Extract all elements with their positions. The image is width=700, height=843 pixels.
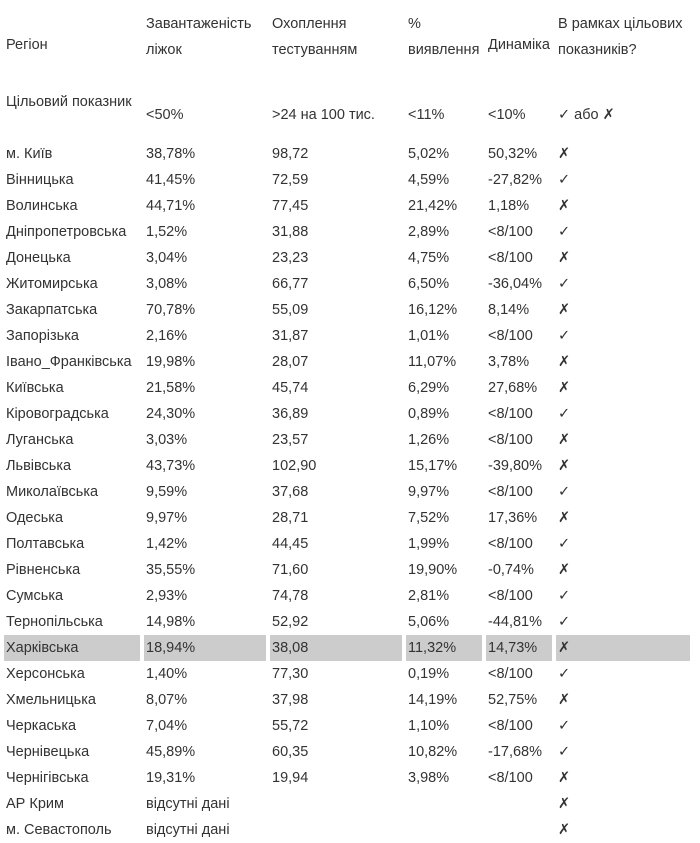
cell-within-targets: ✗ [558, 432, 571, 448]
cell-region: Луганська [6, 432, 74, 448]
cell-within-targets: ✓ [558, 614, 571, 630]
cell-testing: 55,72 [272, 718, 309, 734]
target-label: Цільовий показник [6, 94, 132, 110]
cell-detection: 1,10% [408, 718, 450, 734]
cell-bed-load: 1,42% [146, 536, 188, 552]
cell-region: Полтавська [6, 536, 85, 552]
cell-region: Вінницька [6, 172, 74, 188]
cell-dynamics: <8/100 [488, 718, 533, 734]
cell-within-targets: ✗ [558, 250, 571, 266]
cell-testing: 66,77 [272, 276, 309, 292]
cell-region: Сумська [6, 588, 64, 604]
cell-bed-load: 35,55% [146, 562, 196, 578]
cell-region: Донецька [6, 250, 71, 266]
cell-region: Рівненська [6, 562, 81, 578]
cell-detection: 2,89% [408, 224, 450, 240]
cell-detection: 11,07% [408, 354, 457, 370]
table-row [4, 323, 690, 349]
cell-dynamics: <8/100 [488, 328, 533, 344]
cell-region: Херсонська [6, 666, 85, 682]
table-row [4, 401, 690, 427]
cell-detection: 1,01% [408, 328, 450, 344]
cell-dynamics [486, 791, 552, 817]
table-row [4, 167, 690, 193]
cell-within-targets: ✓ [558, 172, 571, 188]
cell-testing: 77,30 [272, 666, 309, 682]
cell-dynamics: 14,73% [486, 635, 552, 661]
cell-within-targets: ✗ [558, 198, 571, 214]
cell-within-targets: ✗ [558, 380, 571, 396]
table-row [4, 245, 690, 271]
table-row [4, 349, 690, 375]
cell-region: Хмельницька [6, 692, 96, 708]
cell-bed-load: 2,93% [146, 588, 188, 604]
cell-region: Харківська [4, 635, 140, 661]
table-row [4, 635, 690, 661]
cell-testing: 71,60 [272, 562, 309, 578]
cell-bed-load: 9,97% [146, 510, 188, 526]
cell-region: Закарпатська [6, 302, 98, 318]
cell-detection: 3,98% [408, 770, 450, 786]
cell-bed-load: 3,04% [146, 250, 188, 266]
table-row [4, 193, 690, 219]
cell-region: Тернопільська [6, 614, 103, 630]
cell-within-targets: ✓ [558, 536, 571, 552]
cell-testing: 72,59 [272, 172, 309, 188]
target-testing: >24 на 100 тис. [272, 107, 375, 123]
cell-bed-load: 9,59% [146, 484, 188, 500]
cell-dynamics: <8/100 [488, 536, 533, 552]
cell-bed-load: 43,73% [146, 458, 196, 474]
cell-detection: 9,97% [408, 484, 450, 500]
cell-bed-load: 24,30% [146, 406, 196, 422]
table-header-row [4, 0, 690, 89]
cell-bed-load: 3,08% [146, 276, 188, 292]
table-row [4, 583, 690, 609]
cell-within-targets: ✗ [558, 562, 571, 578]
cell-detection: 6,29% [408, 380, 450, 396]
cell-dynamics: 8,14% [488, 302, 530, 318]
cell-bed-load: 70,78% [146, 302, 196, 318]
cell-bed-load: 2,16% [146, 328, 188, 344]
cell-testing: 52,92 [272, 614, 309, 630]
cell-region: Миколаївська [6, 484, 99, 500]
cell-dynamics: -44,81% [488, 614, 543, 630]
cell-within-targets: ✗ [558, 458, 571, 474]
header-region: Регіон [6, 36, 48, 53]
cell-detection: 5,02% [408, 146, 450, 162]
cell-bed-load: 7,04% [146, 718, 188, 734]
cell-testing: 45,74 [272, 380, 309, 396]
table-row [4, 765, 690, 791]
cell-region: Кіровоградська [6, 406, 109, 422]
cell-region: Запорізька [6, 328, 79, 344]
cell-bed-load: 14,98% [146, 614, 196, 630]
cell-detection: 4,75% [408, 250, 450, 266]
table-row [4, 219, 690, 245]
cell-detection [406, 791, 482, 817]
cell-bed-load: відсутні дані [146, 796, 230, 812]
table-row [4, 609, 690, 635]
header-detection: % виявлення [408, 16, 480, 58]
cell-testing: 55,09 [272, 302, 309, 318]
cell-within-targets: ✗ [558, 770, 571, 786]
table-row [4, 427, 690, 453]
cell-within-targets: ✓ [558, 588, 571, 604]
cell-testing: 60,35 [272, 744, 309, 760]
cell-testing: 102,90 [272, 458, 317, 474]
cell-dynamics: 3,78% [488, 354, 530, 370]
cell-dynamics: <8/100 [488, 588, 533, 604]
cell-dynamics: -17,68% [488, 744, 543, 760]
cell-within-targets: ✓ [558, 406, 571, 422]
cell-dynamics: -39,80% [488, 458, 543, 474]
cell-within-targets: ✗ [558, 796, 571, 812]
cell-region: м. Севастополь [6, 822, 112, 838]
cell-region: Чернівецька [6, 744, 90, 760]
cell-dynamics: -0,74% [488, 562, 534, 578]
cell-detection: 10,82% [408, 744, 458, 760]
table-row [4, 687, 690, 713]
cell-detection: 15,17% [408, 458, 458, 474]
cell-within-targets: ✗ [556, 635, 690, 661]
cell-region: Одеська [6, 510, 64, 526]
cell-dynamics: <8/100 [488, 406, 533, 422]
cell-dynamics: 27,68% [488, 380, 538, 396]
cell-within-targets: ✗ [558, 822, 571, 838]
cell-region: АР Крим [6, 796, 64, 812]
cell-bed-load: 3,03% [146, 432, 188, 448]
cell-within-targets: ✓ [558, 328, 571, 344]
cell-bed-load: 1,40% [146, 666, 188, 682]
cell-testing: 74,78 [272, 588, 309, 604]
cell-dynamics: 50,32% [488, 146, 538, 162]
cell-testing: 37,68 [272, 484, 309, 500]
cell-within-targets: ✗ [558, 692, 571, 708]
cell-detection: 1,26% [408, 432, 450, 448]
table-row [4, 739, 690, 765]
table-row [4, 375, 690, 401]
cell-testing: 23,23 [272, 250, 309, 266]
cell-dynamics: 52,75% [488, 692, 538, 708]
table-row [4, 557, 690, 583]
cell-region: Черкаська [6, 718, 77, 734]
cell-detection: 2,81% [408, 588, 450, 604]
cell-within-targets: ✓ [558, 718, 571, 734]
table-row [4, 713, 690, 739]
cell-detection: 6,50% [408, 276, 450, 292]
cell-within-targets: ✗ [558, 146, 571, 162]
cell-within-targets: ✗ [558, 510, 571, 526]
cell-bed-load: 38,78% [146, 146, 196, 162]
cell-within-targets: ✓ [558, 484, 571, 500]
cell-region: Житомирська [6, 276, 98, 292]
cell-dynamics: -36,04% [488, 276, 543, 292]
table-row [4, 791, 690, 817]
cell-bed-load: 45,89% [146, 744, 196, 760]
cell-region: Київська [6, 380, 64, 396]
header-bed-load: Завантаженість ліжок [146, 16, 252, 58]
cell-dynamics: <8/100 [488, 484, 533, 500]
cell-region: Чернігівська [6, 770, 89, 786]
cell-bed-load: 21,58% [146, 380, 196, 396]
table-row [4, 817, 690, 843]
cell-dynamics: <8/100 [488, 250, 533, 266]
cell-testing [270, 791, 402, 817]
cell-region: м. Київ [6, 146, 53, 162]
cell-detection: 0,89% [408, 406, 450, 422]
target-row [4, 89, 690, 141]
cell-testing: 36,89 [272, 406, 309, 422]
cell-within-targets: ✓ [558, 224, 571, 240]
target-detection: <11% [408, 107, 445, 123]
cell-within-targets: ✓ [558, 744, 571, 760]
cell-detection: 5,06% [408, 614, 450, 630]
cell-testing: 23,57 [272, 432, 309, 448]
header-dynamics: Динаміка [488, 36, 550, 53]
cell-bed-load: відсутні дані [146, 822, 230, 838]
table-row [4, 271, 690, 297]
cell-testing: 98,72 [272, 146, 309, 162]
cell-dynamics: -27,82% [488, 172, 543, 188]
cell-dynamics: <8/100 [488, 666, 533, 682]
cell-bed-load: 41,45% [146, 172, 196, 188]
cell-dynamics: 17,36% [488, 510, 538, 526]
cell-detection: 4,59% [408, 172, 450, 188]
header-testing: Охоплення тестуванням [272, 16, 358, 58]
cell-detection: 7,52% [408, 510, 450, 526]
table-row [4, 453, 690, 479]
cell-dynamics: <8/100 [488, 224, 533, 240]
cell-dynamics: <8/100 [488, 770, 533, 786]
cell-bed-load: 44,71% [146, 198, 196, 214]
header-within-targets: В рамках цільових показників? [558, 16, 683, 58]
target-bed-load: <50% [146, 107, 184, 123]
table-row [4, 297, 690, 323]
cell-testing: 44,45 [272, 536, 309, 552]
cell-region: Львівська [6, 458, 72, 474]
cell-dynamics: <8/100 [488, 432, 533, 448]
table-row [4, 141, 690, 167]
cell-dynamics: 1,18% [488, 198, 530, 214]
cell-dynamics [486, 817, 552, 843]
cell-testing: 28,71 [272, 510, 309, 526]
cell-testing: 31,88 [272, 224, 309, 240]
target-within-targets: ✓ або ✗ [558, 107, 615, 123]
cell-detection: 21,42% [408, 198, 458, 214]
cell-bed-load: 18,94% [144, 635, 266, 661]
cell-bed-load: 1,52% [146, 224, 188, 240]
table-row [4, 661, 690, 687]
cell-testing: 28,07 [272, 354, 309, 370]
table-row [4, 531, 690, 557]
cell-testing: 19,94 [272, 770, 309, 786]
cell-bed-load: 19,98% [146, 354, 196, 370]
cell-within-targets: ✗ [558, 354, 571, 370]
cell-detection: 1,99% [408, 536, 450, 552]
cell-detection: 16,12% [408, 302, 458, 318]
table-row [4, 479, 690, 505]
cell-testing: 38,08 [270, 635, 402, 661]
cell-region: Волинська [6, 198, 78, 214]
cell-region: Івано_Франківська [6, 354, 132, 370]
cell-bed-load: 19,31% [146, 770, 196, 786]
cell-detection [406, 817, 482, 843]
cell-detection: 11,32% [406, 635, 482, 661]
cell-within-targets: ✓ [558, 666, 571, 682]
cell-detection: 19,90% [408, 562, 458, 578]
cell-testing: 31,87 [272, 328, 309, 344]
cell-bed-load: 8,07% [146, 692, 188, 708]
target-dynamics: <10% [488, 107, 526, 123]
cell-testing: 77,45 [272, 198, 309, 214]
cell-region: Дніпропетровська [6, 224, 127, 240]
cell-testing [270, 817, 402, 843]
cell-testing: 37,98 [272, 692, 309, 708]
table-row [4, 505, 690, 531]
cell-within-targets: ✓ [558, 276, 571, 292]
cell-detection: 0,19% [408, 666, 450, 682]
cell-within-targets: ✗ [558, 302, 571, 318]
cell-detection: 14,19% [408, 692, 458, 708]
